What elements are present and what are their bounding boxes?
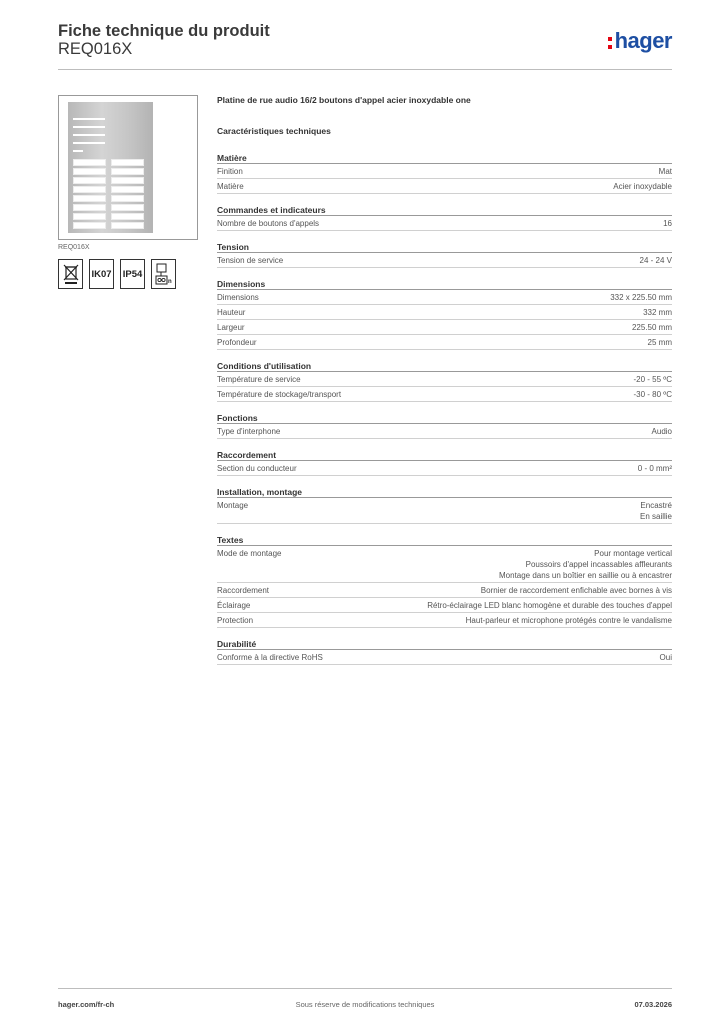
weee-icon (58, 259, 83, 289)
spec-row (217, 613, 672, 628)
spec-value (634, 374, 673, 385)
spec-value (499, 548, 672, 581)
spec-section (217, 534, 672, 628)
spec-value-line: Oui (659, 653, 672, 662)
footer-website: hager.com/fr-ch (58, 1000, 115, 1009)
spec-row (217, 179, 672, 194)
ik-rating-badge: IK07 (89, 259, 114, 289)
spec-value (427, 600, 672, 611)
logo-colon-icon (608, 37, 612, 49)
spec-label: Type d'interphone (217, 427, 281, 436)
spec-row (217, 461, 672, 476)
hager-logo (608, 28, 672, 54)
spec-value-line: 25 mm (647, 338, 672, 347)
spec-value (632, 322, 672, 333)
spec-row (217, 583, 672, 598)
spec-value-line: 24 - 24 V (639, 256, 672, 265)
spec-row (217, 424, 672, 439)
wiring-icon (151, 259, 176, 289)
section-title: Dimensions (217, 278, 672, 290)
spec-value-line: Acier inoxydable (613, 182, 672, 191)
product-description: Platine de rue audio 16/2 boutons d'appel acier inoxydable one (217, 95, 471, 105)
spec-section (217, 449, 672, 476)
spec-label: Largeur (217, 323, 245, 332)
spec-value-line: Mat (658, 167, 672, 176)
spec-label: Nombre de boutons d'appels (217, 219, 320, 228)
section-title: Fonctions (217, 412, 672, 424)
page-header (58, 22, 672, 70)
page-footer (58, 988, 672, 1010)
spec-value (466, 615, 672, 626)
spec-value-line: Pour montage vertical (594, 549, 672, 558)
spec-value (613, 181, 672, 192)
section-title: Matière (217, 152, 672, 164)
spec-section (217, 152, 672, 194)
footer-date: 07.03.2026 (634, 1000, 672, 1009)
spec-value (652, 426, 672, 437)
spec-section (217, 241, 672, 268)
product-reference: REQ016X (58, 40, 133, 58)
spec-value (663, 218, 672, 229)
spec-row (217, 387, 672, 402)
photo-caption: REQ016X (58, 244, 90, 251)
spec-value-line: 225.50 mm (631, 323, 672, 332)
spec-label: Tension de service (217, 256, 284, 265)
certification-badges (58, 259, 198, 289)
door-station-plate-image (68, 102, 153, 233)
spec-row (217, 164, 672, 179)
spec-section (217, 412, 672, 439)
spec-row (217, 290, 672, 305)
spec-label: Section du conducteur (217, 464, 297, 473)
svg-text:n: n (167, 279, 172, 285)
section-title: Tension (217, 241, 672, 253)
spec-value (640, 255, 672, 266)
spec-value-line: Rétro-éclairage LED blanc homogène et durable des touches d'appel (427, 601, 672, 610)
spec-value-line: 332 mm (643, 308, 672, 317)
spec-value-line: -20 - 55 ºC (633, 375, 672, 384)
ip-rating-badge: IP54 (120, 259, 145, 289)
spec-label: Profondeur (217, 338, 257, 347)
spec-value (634, 389, 673, 400)
spec-value (648, 337, 672, 348)
spec-value (481, 585, 672, 596)
spec-label: Conforme à la directive RoHS (217, 653, 323, 662)
spec-label: Finition (217, 167, 243, 176)
spec-value (659, 166, 672, 177)
spec-value-line: Bornier de raccordement enfichable avec bornes à vis (480, 586, 672, 595)
spec-label: Température de service (217, 375, 301, 384)
spec-row (217, 546, 672, 583)
section-title: Installation, montage (217, 486, 672, 498)
technical-specs (217, 95, 672, 675)
spec-section (217, 486, 672, 524)
spec-sections (217, 152, 672, 665)
spec-value-line: En saillie (639, 512, 672, 521)
spec-value-line: 0 - 0 mm² (637, 464, 672, 473)
spec-row (217, 498, 672, 524)
section-title: Conditions d'utilisation (217, 360, 672, 372)
spec-row (217, 650, 672, 665)
spec-value-line: -30 - 80 ºC (633, 390, 672, 399)
spec-row (217, 216, 672, 231)
logo-text: hager (614, 28, 672, 53)
spec-value (660, 652, 672, 663)
spec-row (217, 598, 672, 613)
section-title: Textes (217, 534, 672, 546)
spec-label: Éclairage (217, 601, 251, 610)
spec-section (217, 278, 672, 350)
spec-value-line: Haut-parleur et microphone protégés contre le vandalisme (465, 616, 672, 625)
spec-label: Hauteur (217, 308, 246, 317)
spec-row (217, 320, 672, 335)
spec-value-line: 332 x 225.50 mm (610, 293, 672, 302)
product-photo (58, 95, 198, 240)
spec-value-line: Poussoirs d'appel incassables affleurants (525, 560, 672, 569)
spec-label: Température de stockage/transport (217, 390, 342, 399)
spec-label: Raccordement (217, 586, 270, 595)
spec-row (217, 372, 672, 387)
spec-value-line: Encastré (640, 501, 672, 510)
spec-row (217, 335, 672, 350)
spec-value (643, 307, 672, 318)
product-image-panel (58, 95, 198, 289)
section-title: Raccordement (217, 449, 672, 461)
spec-label: Montage (217, 501, 249, 510)
spec-value-line: 16 (663, 219, 672, 228)
spec-label: Dimensions (217, 293, 259, 302)
spec-value-line: Audio (651, 427, 672, 436)
spec-label: Protection (217, 616, 254, 625)
spec-value (610, 292, 672, 303)
spec-section (217, 204, 672, 231)
section-title: Durabilité (217, 638, 672, 650)
footer-disclaimer: Sous réserve de modifications techniques (295, 1000, 435, 1009)
spec-row (217, 305, 672, 320)
document-title: Fiche technique du produit (58, 22, 270, 40)
spec-label: Mode de montage (217, 549, 282, 558)
spec-value (640, 500, 672, 522)
section-title: Commandes et indicateurs (217, 204, 672, 216)
spec-section (217, 360, 672, 402)
spec-value (638, 463, 672, 474)
spec-row (217, 253, 672, 268)
specs-heading: Caractéristiques techniques (217, 126, 331, 136)
spec-section (217, 638, 672, 665)
spec-value-line: Montage dans un boîtier en saillie ou à encastrer (499, 571, 672, 580)
spec-label: Matière (217, 182, 244, 191)
